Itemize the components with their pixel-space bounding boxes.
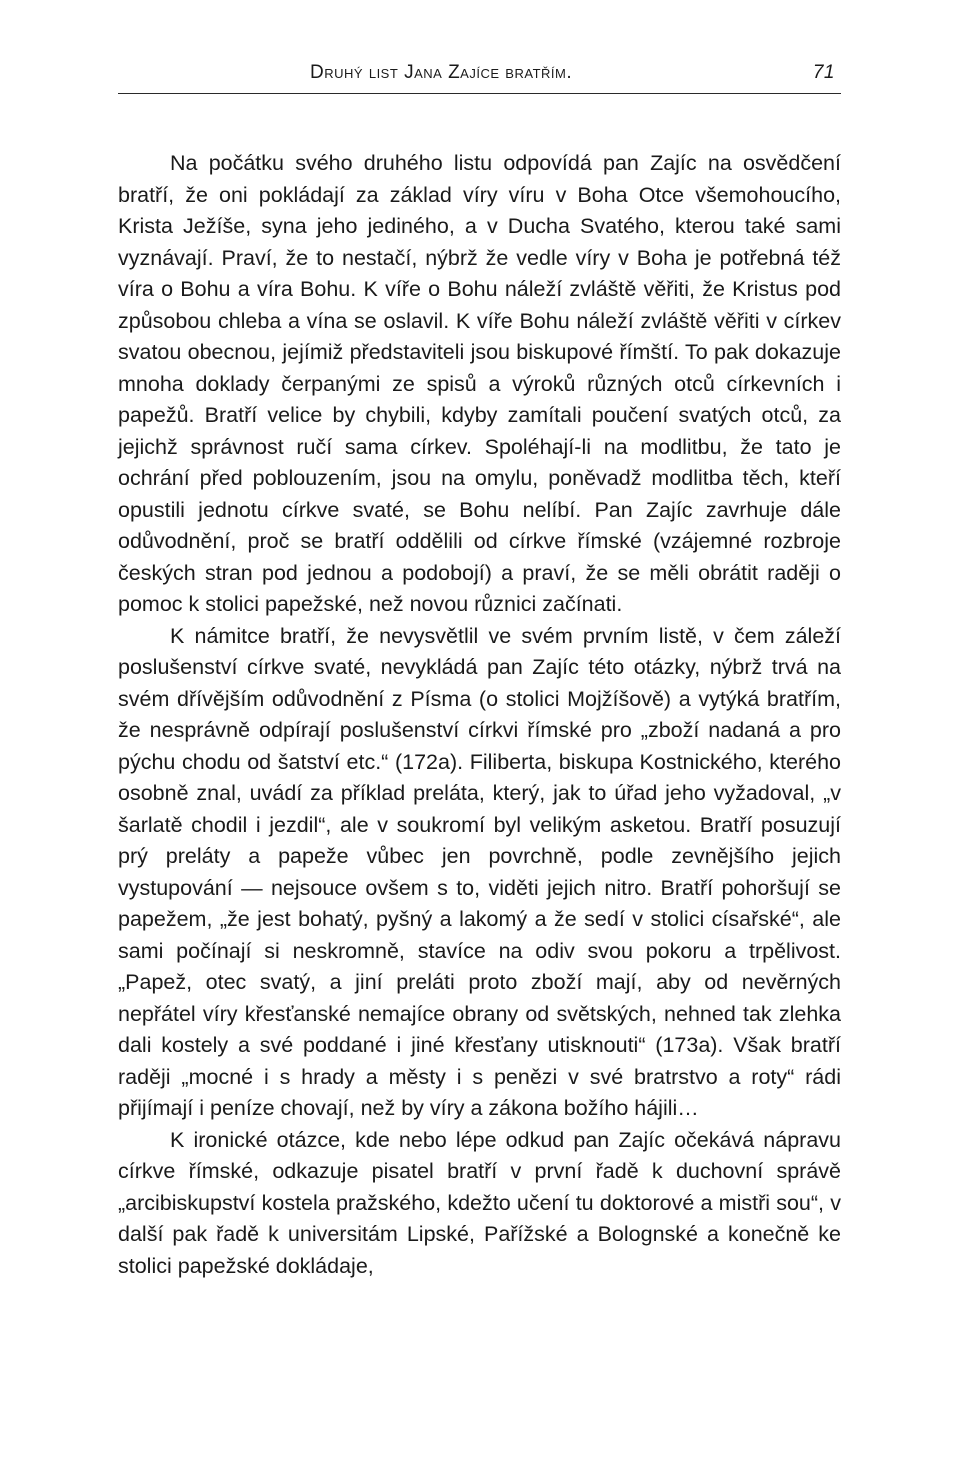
running-header xyxy=(118,60,841,90)
page-number: 71 xyxy=(812,62,835,83)
running-title: Druhý list Jana Zajíce bratřím. xyxy=(310,62,573,83)
paragraph: Na počátku svého druhého listu odpovídá pan Zajíc na osvědčení bratří, že oni pokládají za základ víry víru v Boha Otce všemohoucího, Krista Ježíše, syna jeho jediného, a v Ducha Svatého, kterou také sami vyznávají. Praví, že to nestačí, nýbrž že vedle víry v Boha je potřebná též víra o Bohu a víra Bohu. K víře o Bohu náleží zvláště věřiti, že Kristus pod způsobou chleba a vína se oslavil. K víře Bohu náleží zvláště věřiti v církev svatou obecnou, jejímiž představiteli jsou biskupové římští. To pak dokazuje mnoha doklady čerpanými ze spisů a výroků různých otců církevních i papežů. Bratří velice by chybili, kdyby zamítali poučení svatých otců, za jejichž správnost ručí sama církev. Spoléhají-li na modlitbu, že tato je ochrání před poblouzením, jsou na omylu, poněvadž modlitba těch, kteří opustili jednotu církve svaté, se Bohu nelíbí. Pan Zajíc zavrhuje dále odůvodnění, proč se bratří oddělili od církve římské (vzájemné rozbroje českých stran pod jednou a podobojí) a praví, že se měli obrátit raději o pomoc k stolici papežské, než novou různici začínati. xyxy=(118,151,841,616)
header-rule xyxy=(118,93,841,94)
body-text xyxy=(118,148,841,1282)
paragraph: K ironické otázce, kde nebo lépe odkud pan Zajíc očekává nápravu církve římské, odkazuje pisatel bratří v první řadě k duchovní správě „arcibiskupství kostela pražského, kdežto učení tu doktorové a mistři sou“, v další pak řadě k universitám Lipské, Pařížské a Bolognské a konečně ke stolici papežské dokládaje, xyxy=(118,1127,841,1278)
document-page xyxy=(118,60,841,1282)
paragraph: K námitce bratří, že nevysvětlil ve svém prvním listě, v čem záleží poslušenství církve svaté, nevykládá pan Zajíc této otázky, nýbrž trvá na svém dřívějším odůvodnění z Písma (o stolici Mojžíšově) a vytýká bratřím, že nesprávně odpírají poslušenství církvi římské pro „zboží nadaná a pro pýchu chodu od šatství etc.“ (172a). Filiberta, biskupa Kostnického, kterého osobně znal, uvádí za příklad preláta, který, jak to úřad jeho vyžadoval, „v šarlatě chodil i jezdil“, ale v soukromí byl velikým asketou. Bratří posuzují prý preláty a papeže vůbec jen povrchně, podle zevnějšího jejich vystupování — nejsouce ovšem s to, viděti jejich nitro. Bratří pohoršují se papežem, „že jest bohatý, pyšný a lakomý a že sedí v stolici císařské“, ale sami počínají si neskromně, stavíce na odiv svou pokoru a trpělivost. „Papež, otec svatý, a jiní preláti proto zboží mají, aby od nevěrných nepřátel víry křesťanské nemajíce obrany od světských, nehned tak zlehka dali kostely a své poddané i jiné křesťany utisknouti“ (173a). Však bratří raději „mocné i s hrady a městy i s penězi v své bratrstvo a roty“ rádi přijímají i peníze chovají, než by víry a zákona božího hájili… xyxy=(118,623,841,1120)
